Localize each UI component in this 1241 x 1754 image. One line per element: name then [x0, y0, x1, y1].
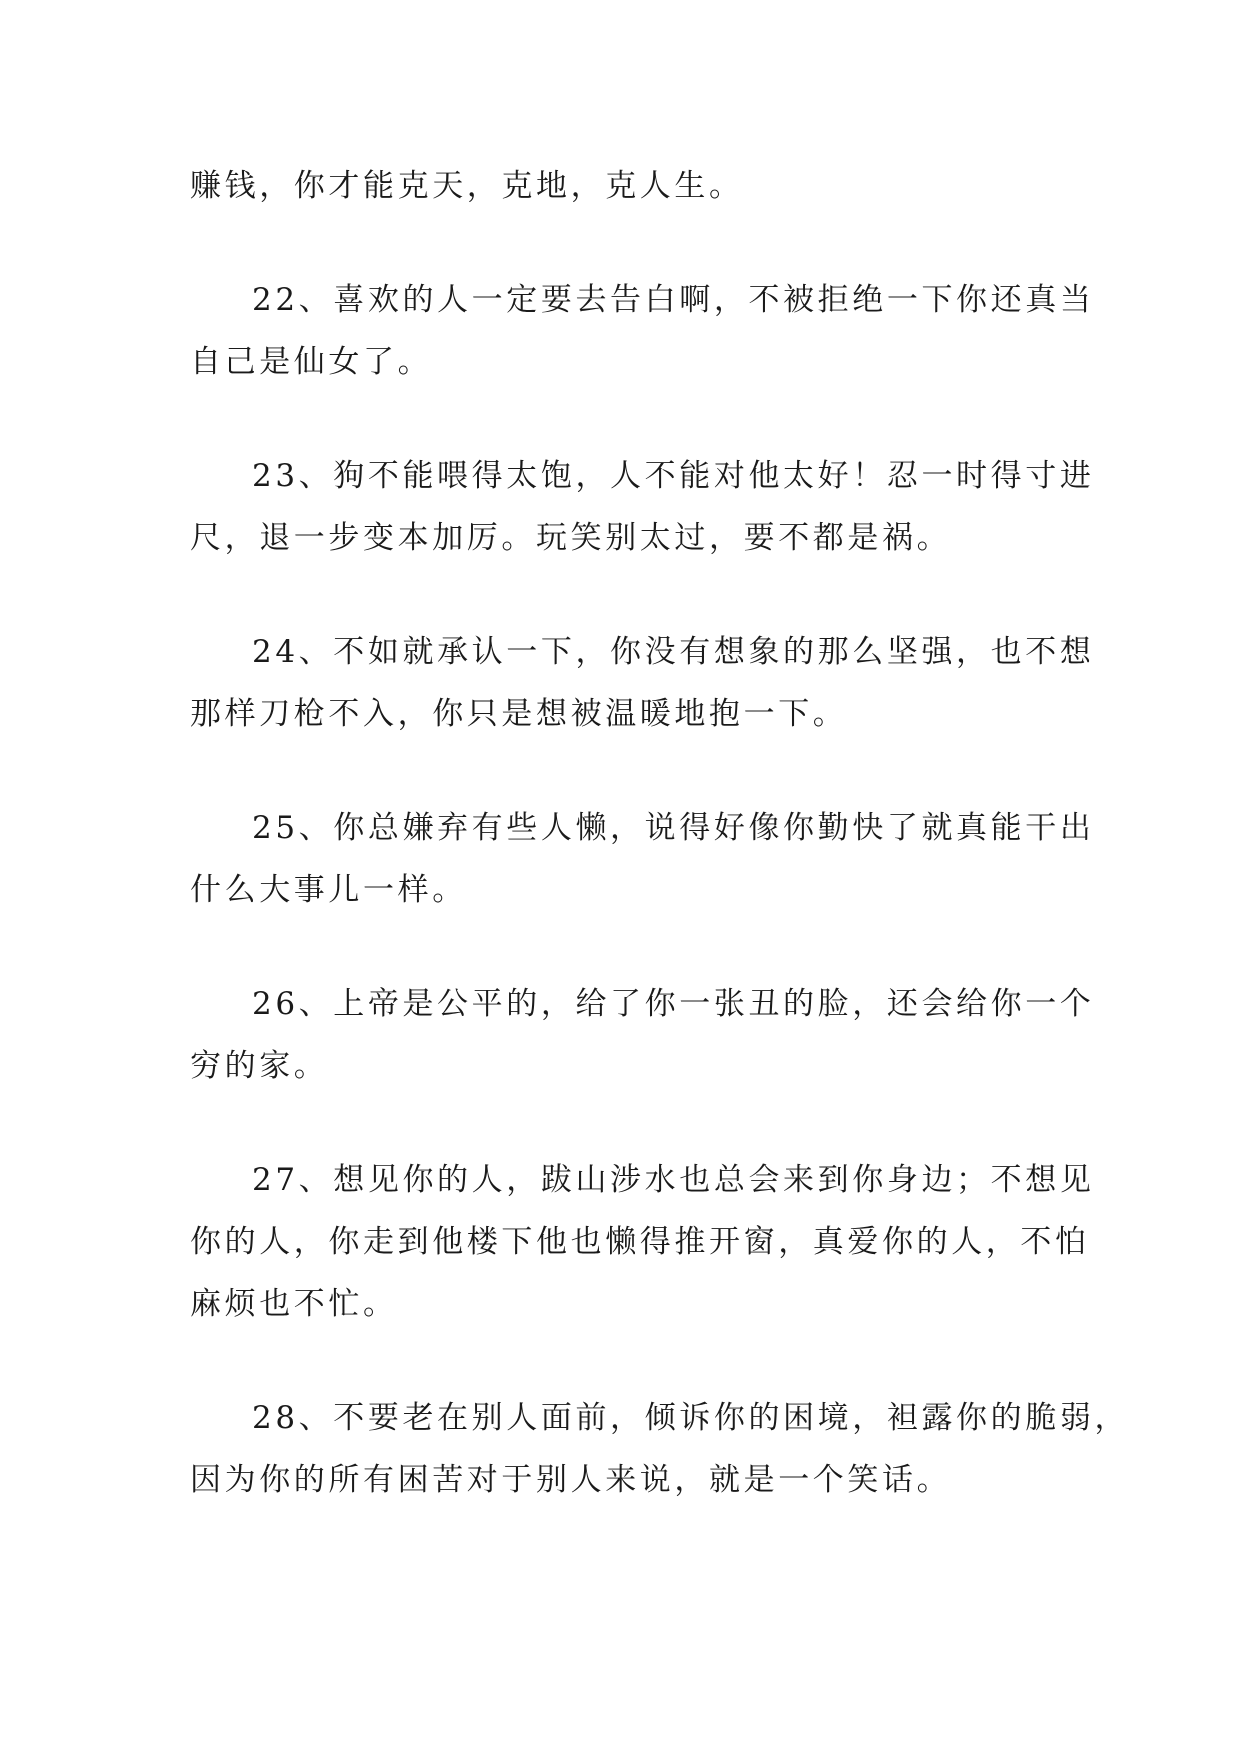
text-line: 24、不如就承认一下，你没有想象的那么坚强，也不想: [252, 634, 1095, 670]
text-line: 28、不要老在别人面前，倾诉你的困境，袒露你的脆弱，: [252, 1400, 1130, 1436]
text-line: 22、喜欢的人一定要去告白啊，不被拒绝一下你还真当: [252, 282, 1095, 318]
document-body: [190, 155, 1130, 1511]
paragraph-22: [190, 269, 1095, 393]
text-line: 27、想见你的人，跋山涉水也总会来到你身边；不想见: [252, 1162, 1095, 1198]
paragraph-25: [190, 797, 1095, 921]
text-line: 赚钱，你才能克天，克地，克人生。: [190, 168, 744, 204]
text-line: 什么大事儿一样。: [190, 872, 467, 908]
text-line: 26、上帝是公平的，给了你一张丑的脸，还会给你一个: [252, 986, 1095, 1022]
paragraph-28: [190, 1387, 1130, 1511]
paragraph-23: [190, 445, 1095, 569]
text-line: 25、你总嫌弃有些人懒，说得好像你勤快了就真能干出: [252, 810, 1095, 846]
paragraph-continuation: [190, 155, 1060, 217]
text-line: 23、狗不能喂得太饱，人不能对他太好！忍一时得寸进: [252, 458, 1095, 494]
text-line: 那样刀枪不入，你只是想被温暖地抱一下。: [190, 696, 848, 732]
text-line: 因为你的所有困苦对于别人来说，就是一个笑话。: [190, 1462, 952, 1498]
text-line: 麻烦也不忙。: [190, 1286, 398, 1322]
text-line: 自己是仙女了。: [190, 344, 433, 380]
paragraph-24: [190, 621, 1095, 745]
text-line: 你的人，你走到他楼下他也懒得推开窗，真爱你的人，不怕: [190, 1224, 1090, 1260]
text-line: 穷的家。: [190, 1048, 329, 1084]
text-line: 尺，退一步变本加厉。玩笑别太过，要不都是祸。: [190, 520, 952, 556]
paragraph-26: [190, 973, 1095, 1097]
paragraph-27: [190, 1149, 1095, 1335]
